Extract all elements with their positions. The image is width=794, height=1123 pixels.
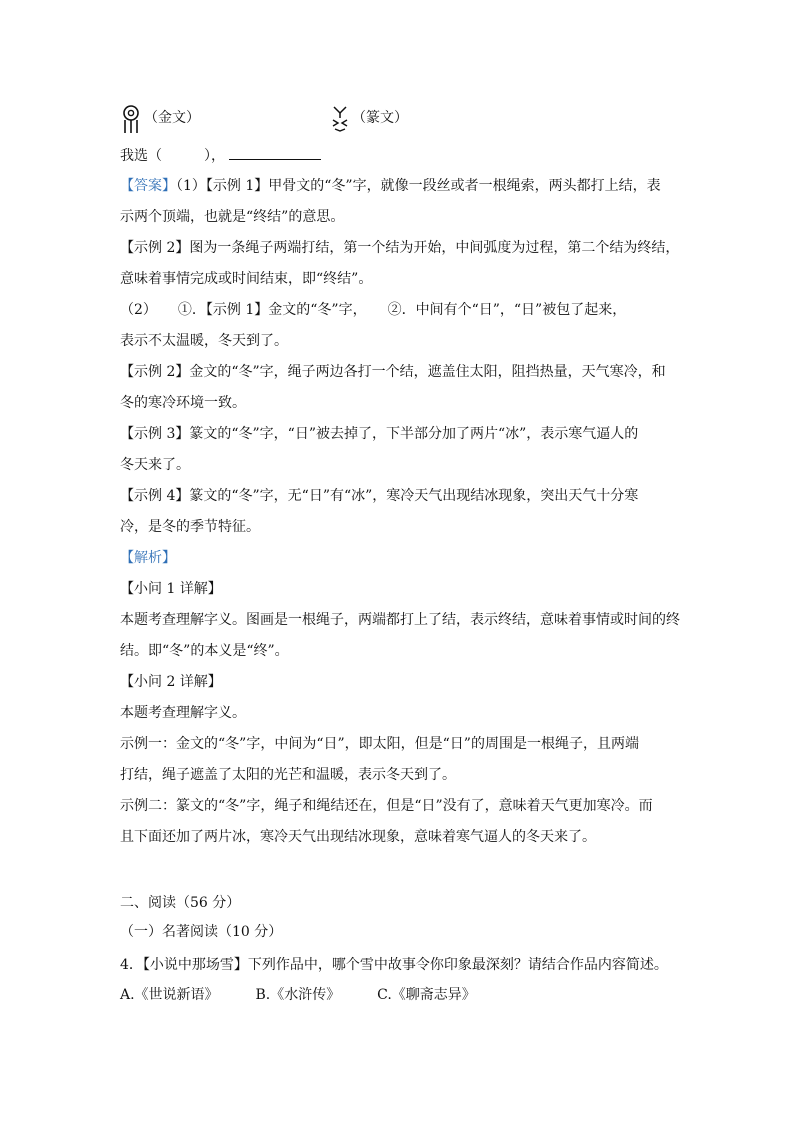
section-subtitle: （一）名著阅读（10 分） xyxy=(120,924,283,940)
answer-line-6: 表示不太温暖，冬天到了。 xyxy=(120,333,288,349)
answer-line-8: 冬的寒冷环境一致。 xyxy=(120,395,246,411)
analysis-line-6: 示例一：金文的“冬”字，中间为“日”，即太阳，但是“日”的周围是一根绳子，且两端 xyxy=(120,736,639,752)
answer-line-3: 【示例 2】图为一条绳子两端打结，第一个结为开始，中间弧度为过程，第二个结为终结， xyxy=(120,240,680,256)
answer-line-1: 【答案】（1）【示例 1】甲骨文的“冬”字，就像一段丝或者一根绳索，两头都打上结，表 xyxy=(120,178,661,194)
choice-line xyxy=(120,145,321,166)
analysis-line-3: 结。即“冬”的本义是“终”。 xyxy=(120,643,289,659)
answer-tag: 【答案】 xyxy=(120,178,176,194)
answer-line-2: 示两个顶端，也就是“终结”的意思。 xyxy=(120,209,345,225)
analysis-line-2: 本题考查理解字义。图画是一根绳子，两端都打上了结，表示终结，意味着事情或时间的终 xyxy=(120,612,680,628)
analysis-line-5: 本题考查理解字义。 xyxy=(120,705,246,721)
answer-line-10: 冬天来了。 xyxy=(120,457,190,473)
answer-line-12: 冷，是冬的季节特征。 xyxy=(120,519,260,535)
choice-prompt: 我选（ ）， xyxy=(120,148,225,164)
zhuan-wen-glyph-icon xyxy=(330,104,350,132)
analysis-tag: 【解析】 xyxy=(120,550,176,566)
analysis-line-4: 【小问 2 详解】 xyxy=(120,674,222,690)
option-b: B.《水浒传》 xyxy=(255,987,341,1003)
jin-wen-label: （金文） xyxy=(144,110,200,126)
options-row xyxy=(120,985,476,1005)
analysis-line-9: 且下面还加了两片冰，寒冷天气出现结冰现象，意味着寒气逼人的冬天来了。 xyxy=(120,829,596,845)
answer-line-9: 【示例 3】篆文的“冬”字，“日”被去掉了，下半部分加了两片“冰”，表示寒气逼人的 xyxy=(120,426,639,442)
question-4: 4．【小说中那场雪】下列作品中，哪个雪中故事令你印象最深刻？请结合作品内容简述。 xyxy=(120,957,668,973)
answer-line-7: 【示例 2】金文的“冬”字，绳子两边各打一个结，遮盖住太阳，阻挡热量，天气寒冷，和 xyxy=(120,364,666,380)
jin-wen-glyph-icon xyxy=(120,104,142,134)
answer-line-11: 【示例 4】篆文的“冬”字，无“日”有“冰”，寒冷天气出现结冰现象，突出天气十分寒 xyxy=(120,488,639,504)
answer-line-5: （2） ①．【示例 1】金文的“冬”字， ②．中间有个“日”，“日”被包了起来， xyxy=(120,302,627,318)
option-a: A.《世说新语》 xyxy=(120,987,219,1003)
analysis-line-8: 示例二：篆文的“冬”字，绳子和绳结还在，但是“日”没有了，意味着天气更加寒冷。而 xyxy=(120,798,653,814)
section-title: 二、阅读（56 分） xyxy=(120,895,241,911)
analysis-line-1: 【小问 1 详解】 xyxy=(120,581,222,597)
analysis-line-7: 打结，绳子遮盖了太阳的光芒和温暖，表示冬天到了。 xyxy=(120,767,456,783)
zhuan-wen-label: （篆文） xyxy=(352,110,408,126)
option-c: C.《聊斋志异》 xyxy=(377,987,476,1003)
answer-line-4: 意味着事情完成或时间结束，即“终结”。 xyxy=(120,271,373,287)
answer-blank xyxy=(229,145,321,160)
